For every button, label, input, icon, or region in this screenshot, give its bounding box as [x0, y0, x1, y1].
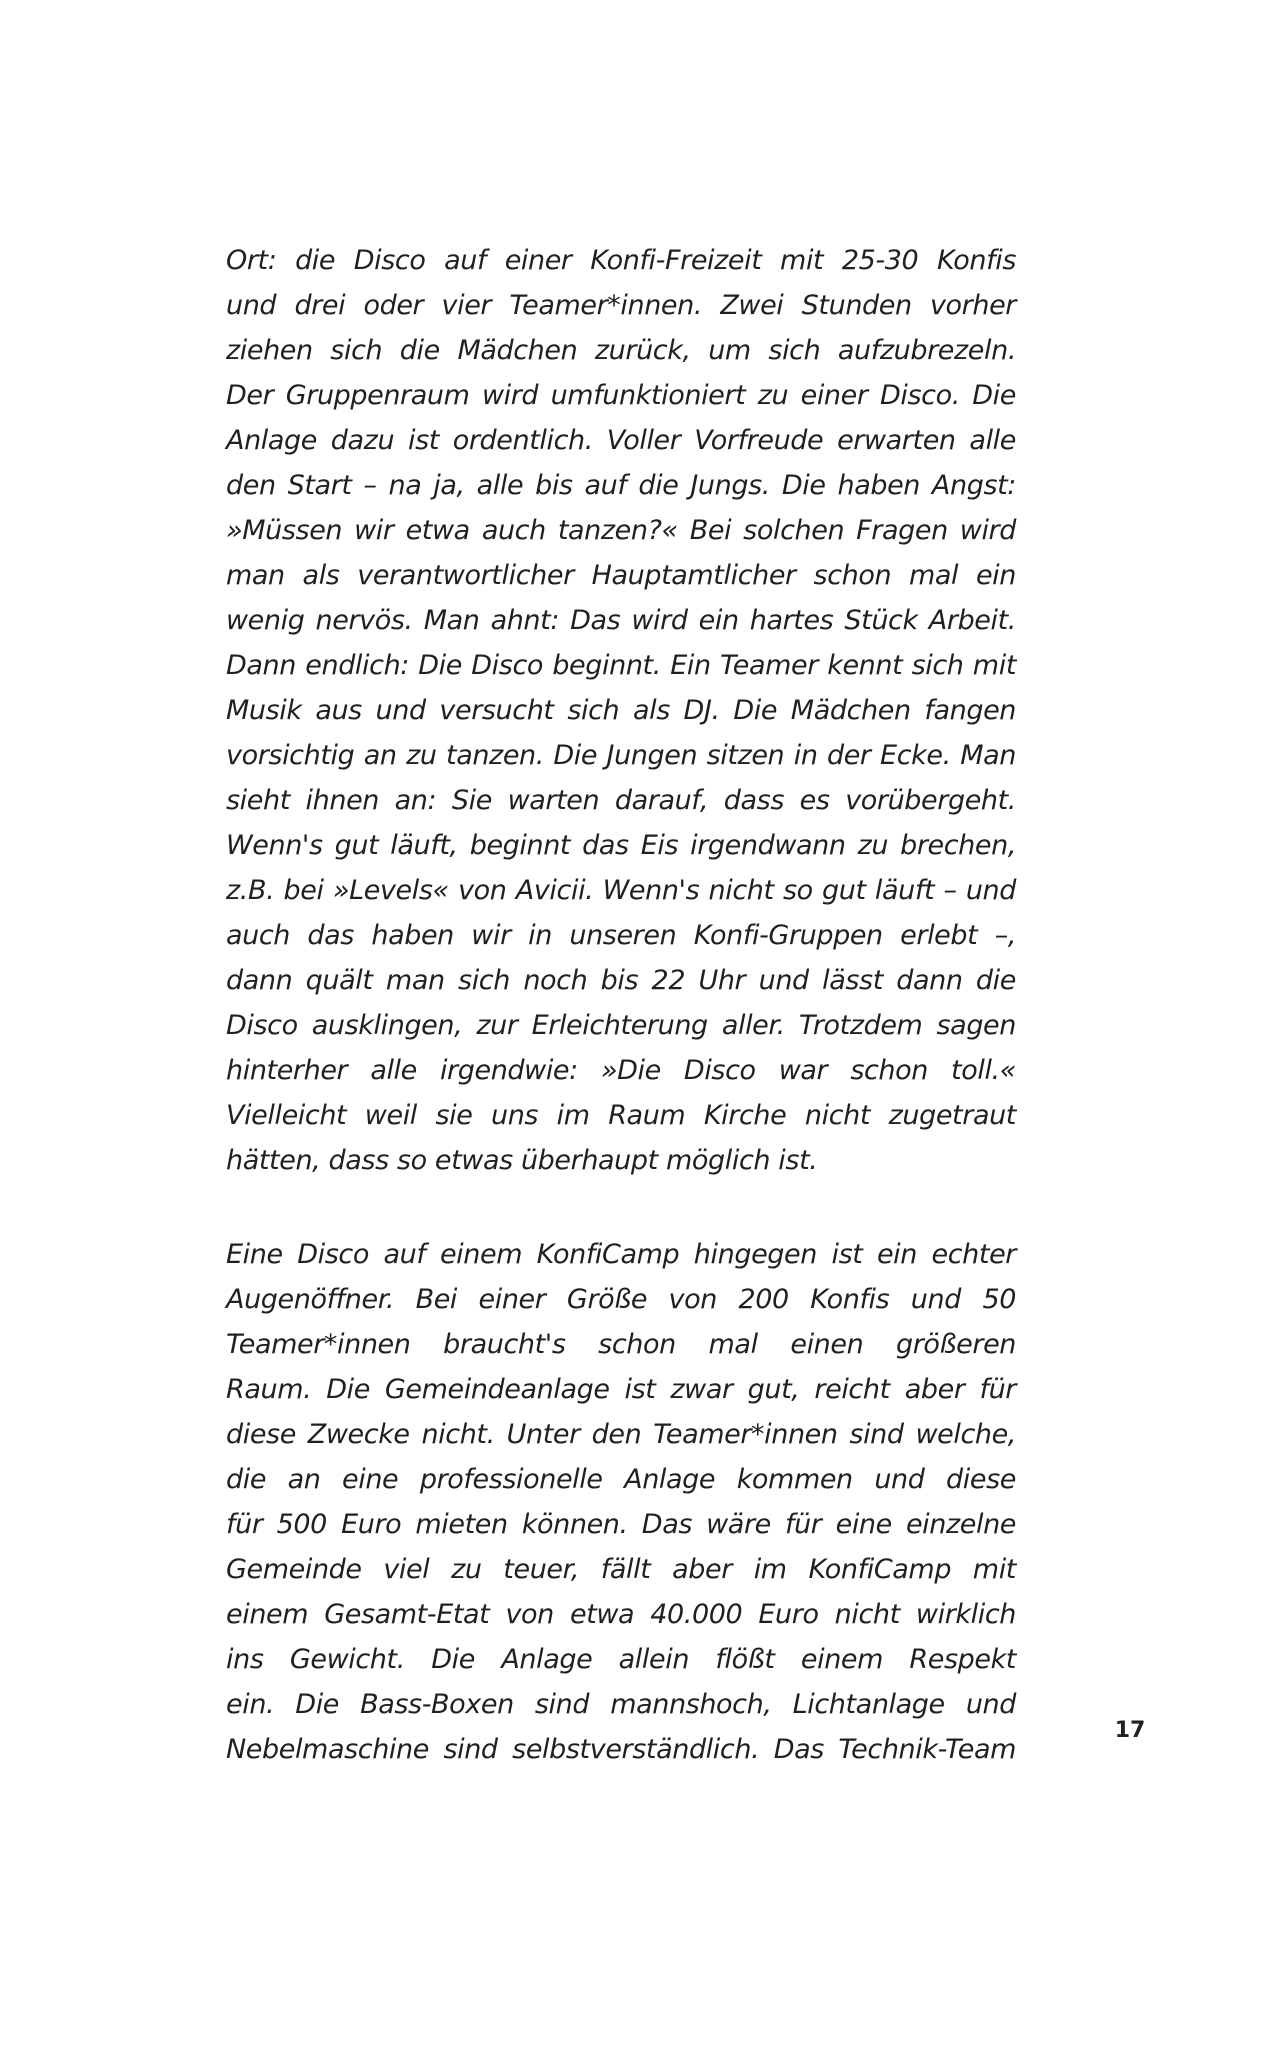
text-line: und drei oder vier Teamer*innen. Zwei Stunden vorher: [226, 290, 1016, 321]
text-line: ziehen sich die Mädchen zurück, um sich aufzubrezeln.: [226, 335, 1016, 366]
text-line: Gemeinde viel zu teuer, fällt aber im KonfiCamp mit: [226, 1554, 1016, 1585]
text-line: dann quält man sich noch bis 22 Uhr und lässt dann die: [226, 965, 1016, 996]
text-line: den Start – na ja, alle bis auf die Jungs. Die haben Angst:: [226, 470, 1016, 501]
text-line: Vielleicht weil sie uns im Raum Kirche nicht zugetraut: [226, 1100, 1016, 1131]
text-line: sieht ihnen an: Sie warten darauf, dass es vorübergeht.: [226, 785, 1016, 816]
text-line: Eine Disco auf einem KonfiCamp hingegen ist ein echter: [226, 1239, 1016, 1270]
text-line: Augenöffner. Bei einer Größe von 200 Konfis und 50: [226, 1284, 1016, 1315]
text-line: Wenn's gut läuft, beginnt das Eis irgendwann zu brechen,: [226, 830, 1016, 861]
text-line: ein. Die Bass-Boxen sind mannshoch, Lichtanlage und: [226, 1689, 1016, 1720]
text-line: wenig nervös. Man ahnt: Das wird ein hartes Stück Arbeit.: [226, 605, 1016, 636]
text-line: für 500 Euro mieten können. Das wäre für eine einzelne: [226, 1509, 1016, 1540]
text-line: hätten, dass so etwas überhaupt möglich ist.: [226, 1145, 818, 1176]
text-line: z.B. bei »Levels« von Avicii. Wenn's nicht so gut läuft – und: [226, 875, 1016, 906]
text-line: diese Zwecke nicht. Unter den Teamer*innen sind welche,: [226, 1419, 1016, 1450]
text-line: vorsichtig an zu tanzen. Die Jungen sitzen in der Ecke. Man: [226, 740, 1016, 771]
text-line: Anlage dazu ist ordentlich. Voller Vorfreude erwarten alle: [226, 425, 1016, 456]
text-line: »Müssen wir etwa auch tanzen?« Bei solchen Fragen wird: [226, 515, 1016, 546]
text-line: die an eine professionelle Anlage kommen und diese: [226, 1464, 1016, 1495]
text-line: Raum. Die Gemeindeanlage ist zwar gut, reicht aber für: [226, 1374, 1016, 1405]
text-line: Der Gruppenraum wird umfunktioniert zu einer Disco. Die: [226, 380, 1016, 411]
text-line: Disco ausklingen, zur Erleichterung aller. Trotzdem sagen: [226, 1010, 1016, 1041]
text-line: Nebelmaschine sind selbstverständlich. Das Technik-Team: [226, 1734, 1016, 1765]
paragraph-1: [226, 238, 1016, 1183]
page-number: 17: [1114, 1718, 1146, 1743]
text-line: auch das haben wir in unseren Konfi-Gruppen erlebt –,: [226, 920, 1016, 951]
text-line: einem Gesamt-Etat von etwa 40.000 Euro nicht wirklich: [226, 1599, 1016, 1630]
text-line: Teamer*innen braucht's schon mal einen größeren: [226, 1329, 1016, 1360]
paragraph-2: [226, 1232, 1016, 1772]
text-line: Musik aus und versucht sich als DJ. Die Mädchen fangen: [226, 695, 1016, 726]
text-line: Ort: die Disco auf einer Konfi-Freizeit mit 25-30 Konfis: [226, 245, 1016, 276]
text-line: hinterher alle irgendwie: »Die Disco war schon toll.«: [226, 1055, 1016, 1086]
text-line: ins Gewicht. Die Anlage allein flößt einem Respekt: [226, 1644, 1016, 1675]
text-line: Dann endlich: Die Disco beginnt. Ein Teamer kennt sich mit: [226, 650, 1016, 681]
text-line: man als verantwortlicher Hauptamtlicher schon mal ein: [226, 560, 1016, 591]
